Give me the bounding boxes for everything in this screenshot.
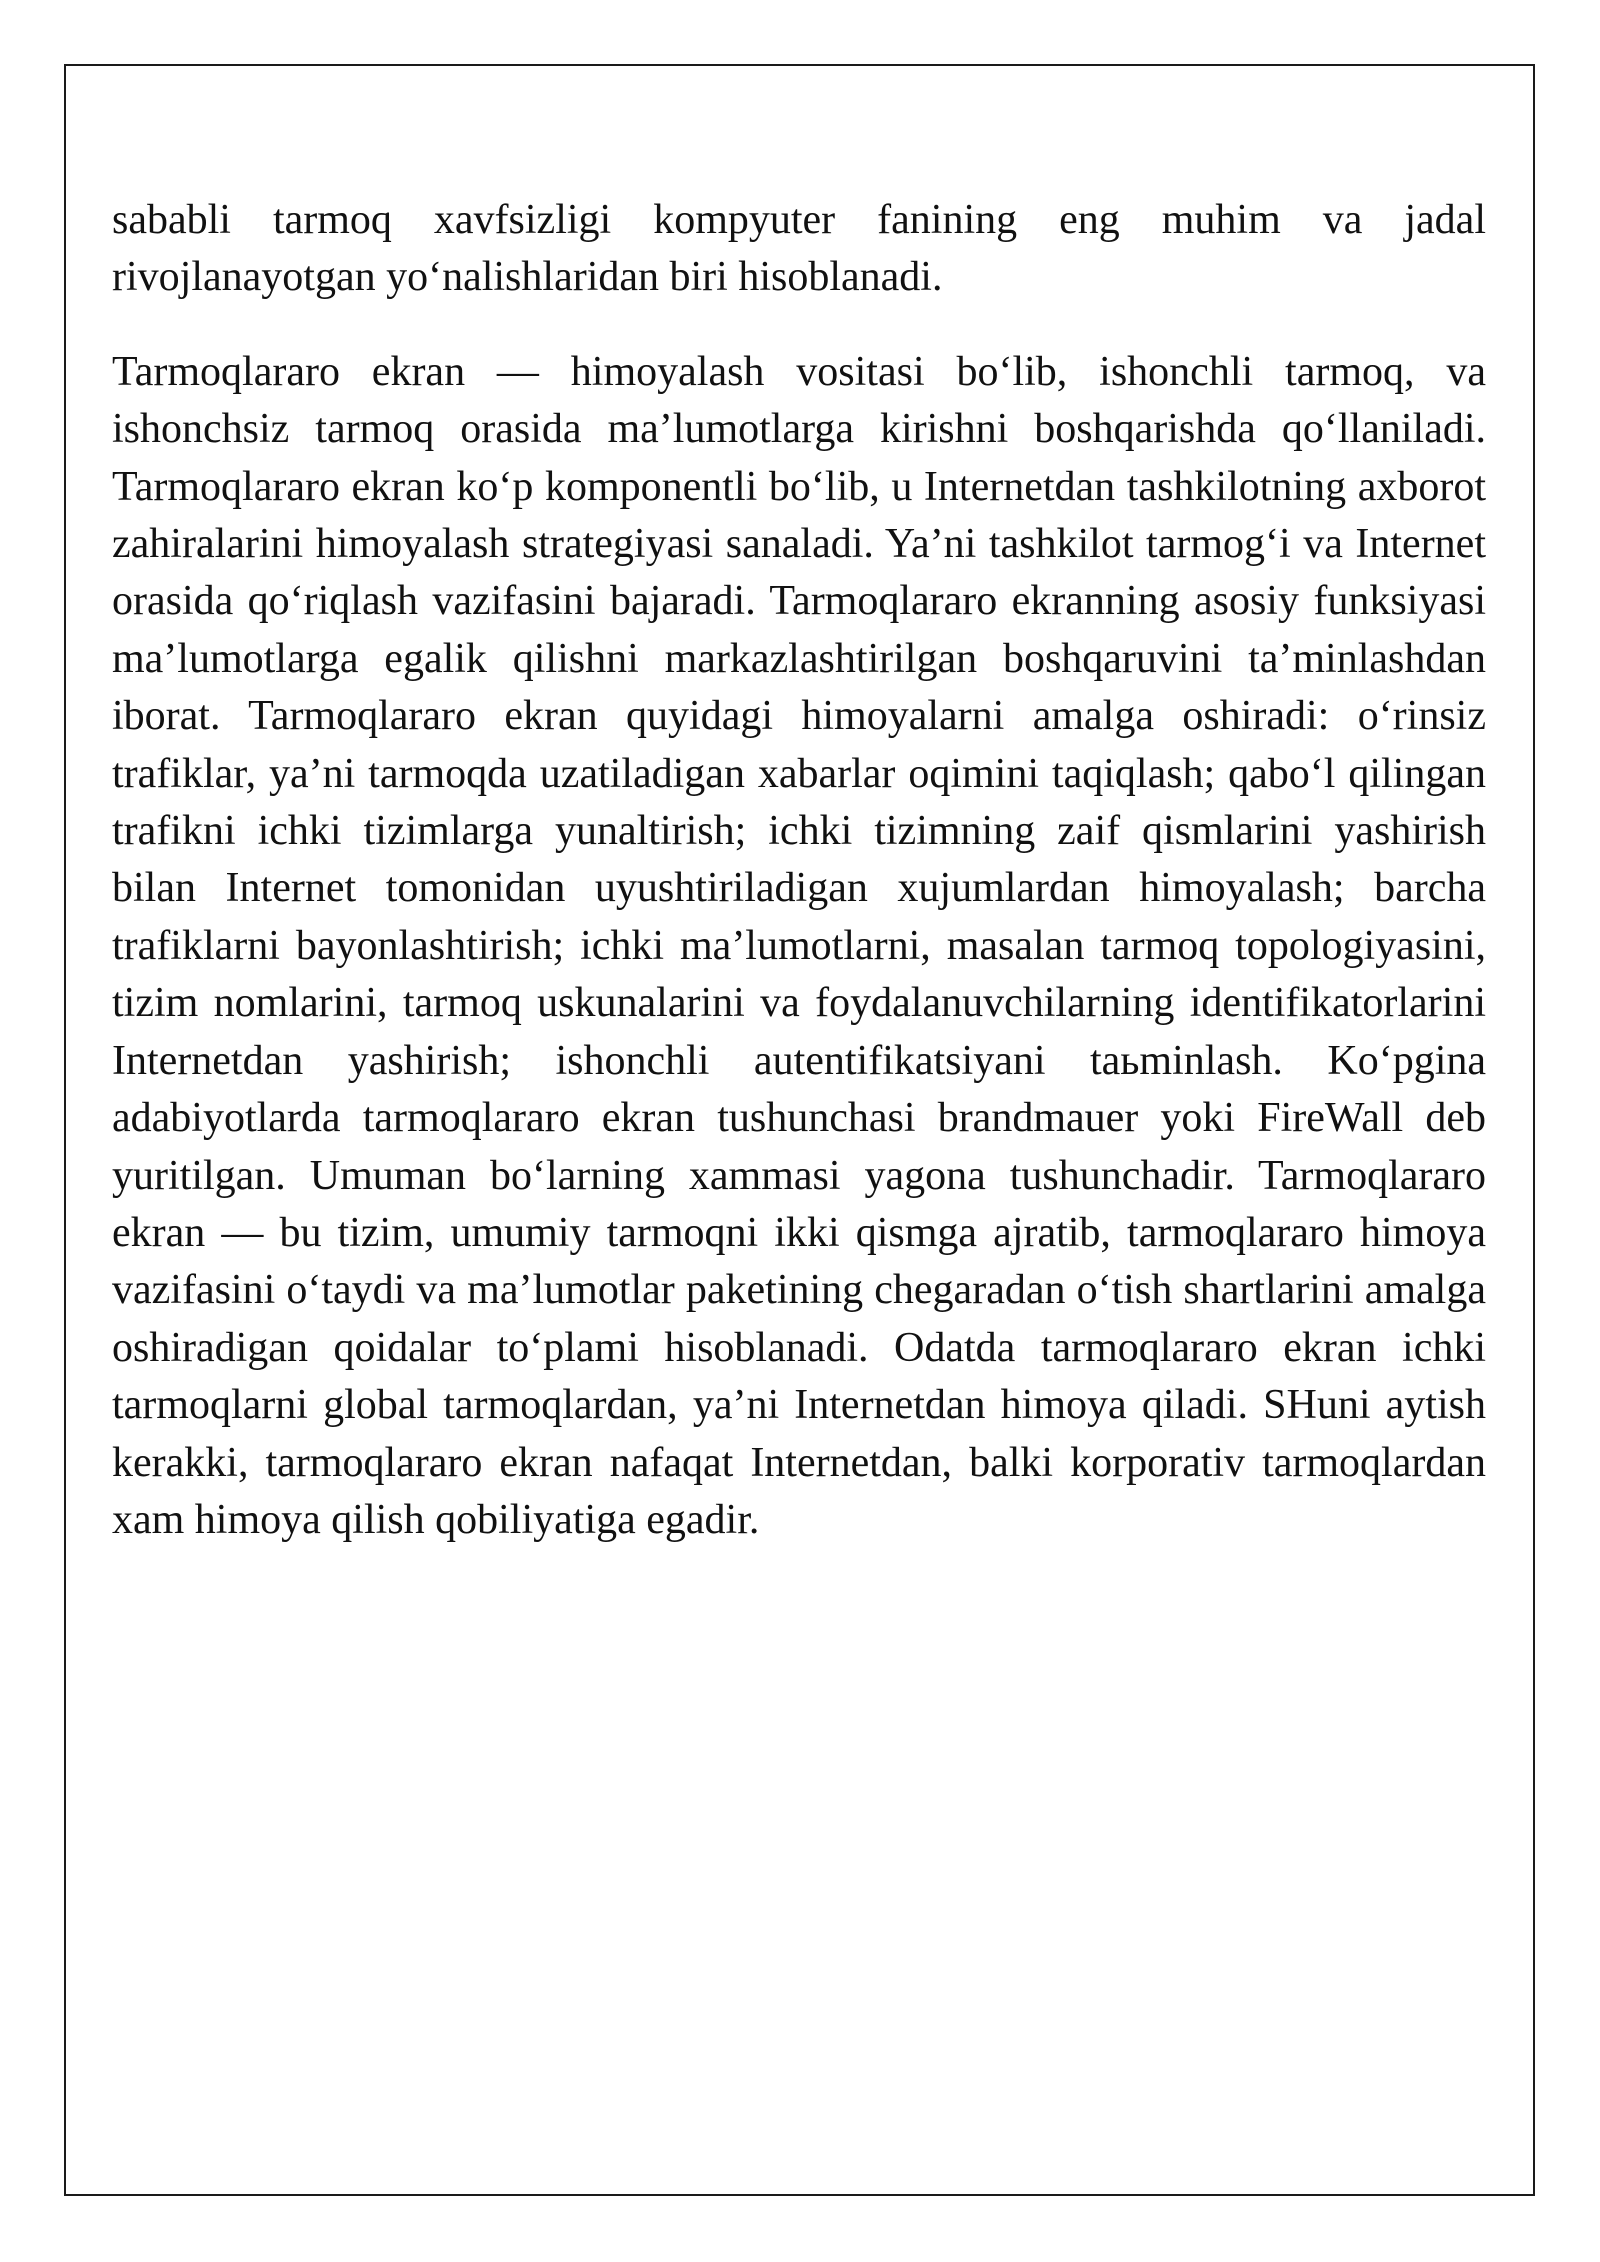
paragraph-continuation: sababli tarmoq xavfsizligi kompyuter fanining eng muhim va jadal rivojlanayotgan yo‘nalishlaridan biri hisoblanadi. bbox=[112, 197, 1486, 301]
paragraph-firewall-definition: Tarmoqlararo ekran — himoyalash vositasi bo‘lib, ishonchli tarmoq, va ishonchsiz tarmoq orasida ma’lumotlarga kirishni boshqarishda qo‘llaniladi. Tarmoqlararo ekran ko‘p komponentli bo‘lib, u Internetdan tashkilotning axborot zahiralarini himoyalash strategiyasi sanaladi. Ya’ni tashkilot tarmog‘i va Internet orasida qo‘riqlash vazifasini bajaradi. Tarmoqlararo ekranning asosiy funksiyasi ma’lumotlarga egalik qilishni markazlashtirilgan boshqaruvini ta’minlashdan iborat. Tarmoqlararo ekran quyidagi himoyalarni amalga oshiradi: o‘rinsiz trafiklar, ya’ni tarmoqda uzatiladigan xabarlar oqimini taqiqlash; qabo‘l qilingan trafikni ichki tizimlarga yunaltirish; ichki tizimning zaif qismlarini yashirish bilan Internet tomonidan uyushtiriladigan xujumlardan himoyalash; barcha trafiklarni bayonlashtirish; ichki ma’lumotlarni, masalan tarmoq topologiyasini, tizim nomlarini, tarmoq uskunalarini va foydalanuvchilarning identifikatorlarini Internetdan yashirish; ishonchli autentifikatsiyani taьminlash. Ko‘pgina adabiyotlarda tarmoqlararo ekran tushunchasi brandmauer yoki FireWall deb yuritilgan. Umuman bo‘larning xammasi yagona tushunchadir. Tarmoqlararo ekran — bu tizim, umumiy tarmoqni ikki qismga ajratib, tarmoqlararo himoya vazifasini o‘taydi va ma’lumotlar paketining chegaradan o‘tish shartlarini amalga oshiradigan qoidalar to‘plami hisoblanadi. Odatda tarmoqlararo ekran ichki tarmoqlarni global tarmoqlardan, ya’ni Internetdan himoya qiladi. SHuni aytish kerakki, tarmoqlararo ekran nafaqat Internetdan, balki korporativ tarmoqlardan xam himoya qilish qobiliyatiga egadir. bbox=[112, 348, 1486, 1543]
document-body bbox=[112, 192, 1486, 1549]
